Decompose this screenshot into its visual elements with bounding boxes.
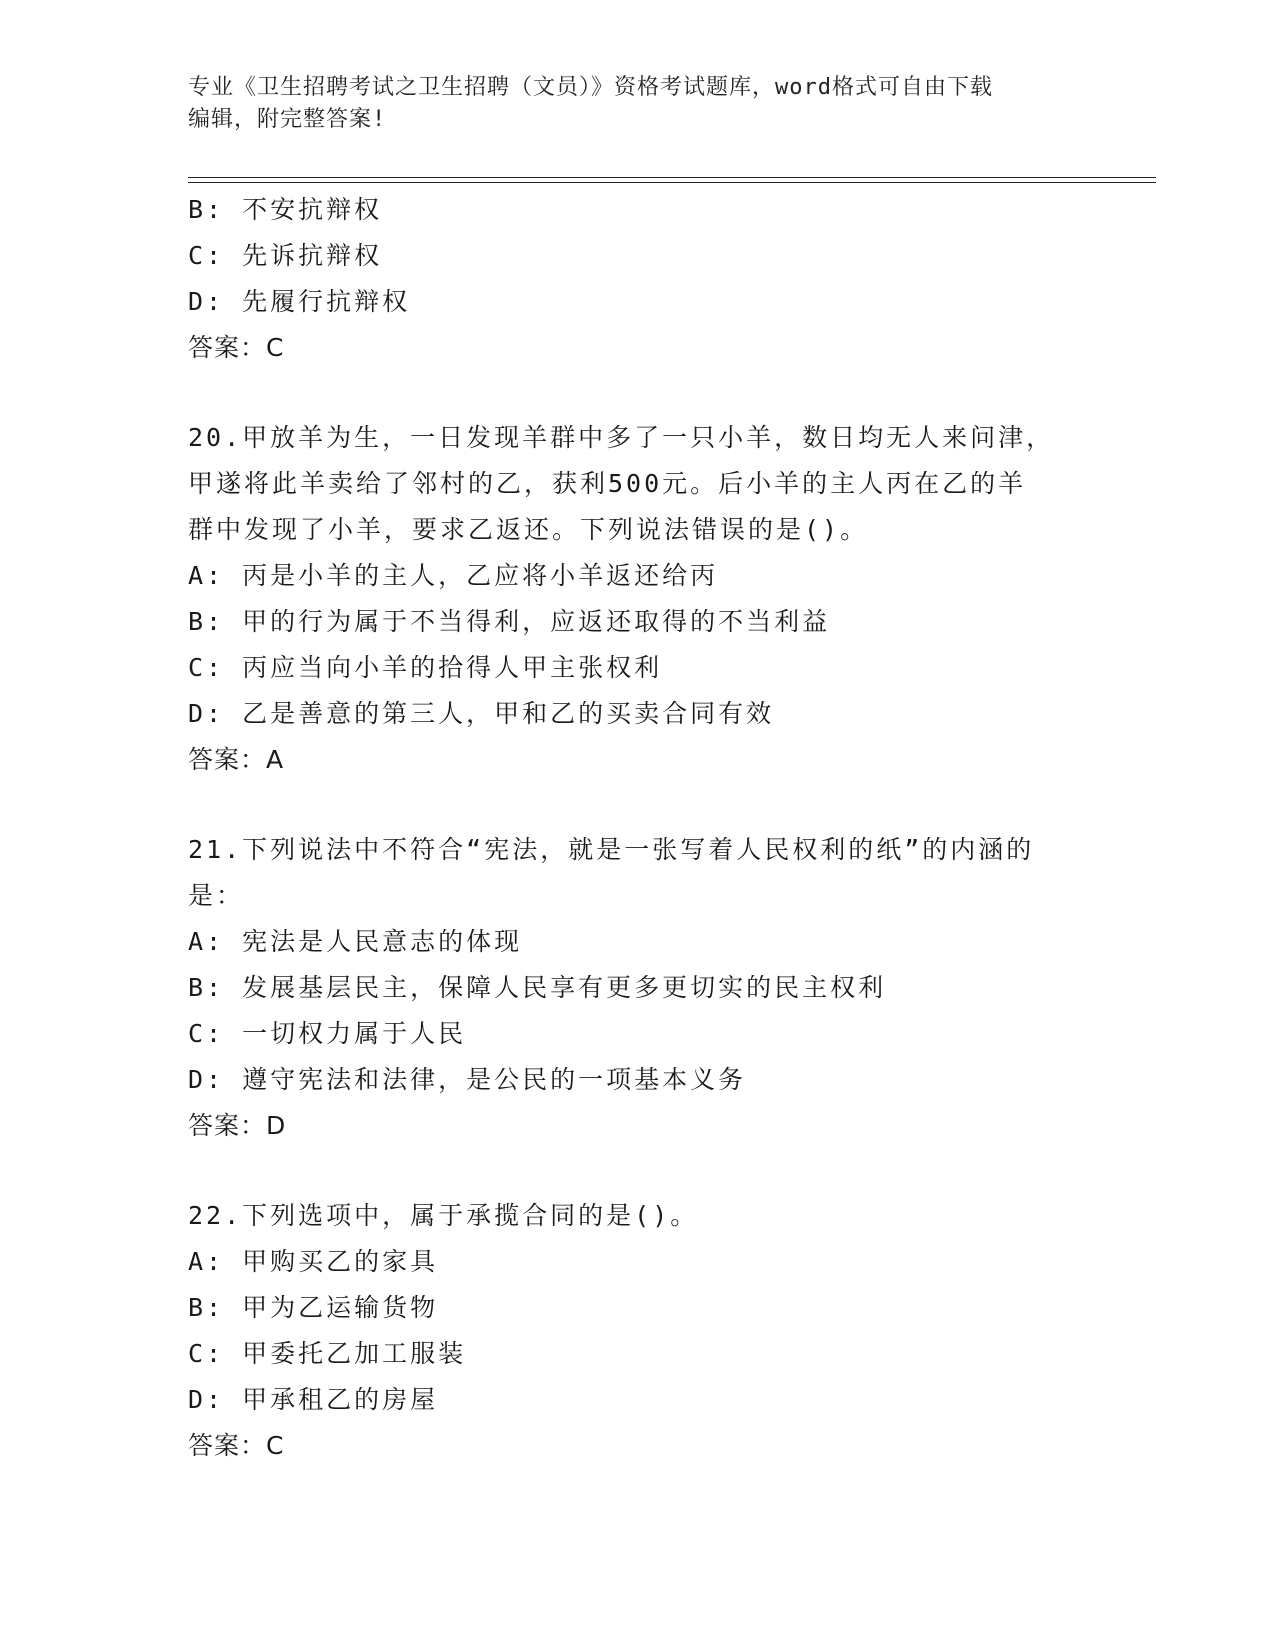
- answer-line: 答案：C: [188, 333, 285, 362]
- option-a: A: 甲购买乙的家具: [188, 1247, 439, 1276]
- option-c: C: 一切权力属于人民: [188, 1019, 467, 1048]
- question-stem-line: 群中发现了小羊，要求乙返还。下列说法错误的是()。: [188, 515, 869, 544]
- question-stem-line: 22.下列选项中，属于承揽合同的是()。: [188, 1201, 699, 1230]
- option-b: B: 发展基层民主，保障人民享有更多更切实的民主权利: [188, 973, 887, 1002]
- header-rule-top: [188, 177, 1156, 178]
- header-line-1: 专业《卫生招聘考试之卫生招聘（文员）》资格考试题库，word格式可自由下载: [188, 75, 993, 100]
- option-a: A: 丙是小羊的主人，乙应将小羊返还给丙: [188, 561, 719, 590]
- header-rule-bottom: [188, 182, 1156, 183]
- option-d: D: 先履行抗辩权: [188, 287, 411, 316]
- option-b: B: 甲为乙运输货物: [188, 1293, 439, 1322]
- answer-line: 答案：D: [188, 1111, 287, 1140]
- document-header: [188, 72, 1088, 136]
- question-22: [188, 1193, 1088, 1469]
- answer-line: 答案：A: [188, 745, 285, 774]
- header-line-2: 编辑，附完整答案!: [188, 107, 387, 132]
- question-stem-line: 甲遂将此羊卖给了邻村的乙，获利500元。后小羊的主人丙在乙的羊: [188, 469, 1027, 498]
- option-d: D: 甲承租乙的房屋: [188, 1385, 439, 1414]
- option-b: B: 不安抗辩权: [188, 195, 383, 224]
- carryover-question: [188, 187, 1088, 371]
- option-c: C: 先诉抗辩权: [188, 241, 383, 270]
- option-a: A: 宪法是人民意志的体现: [188, 927, 523, 956]
- option-c: C: 丙应当向小羊的拾得人甲主张权利: [188, 653, 663, 682]
- question-stem-line: 20.甲放羊为生，一日发现羊群中多了一只小羊，数日均无人来问津，: [188, 423, 1055, 452]
- option-c: C: 甲委托乙加工服装: [188, 1339, 467, 1368]
- question-content: [188, 187, 1088, 1469]
- option-d: D: 遵守宪法和法律，是公民的一项基本义务: [188, 1065, 747, 1094]
- question-stem-line: 21.下列说法中不符合“宪法，就是一张写着人民权利的纸”的内涵的: [188, 835, 1035, 864]
- question-21: [188, 827, 1088, 1149]
- option-b: B: 甲的行为属于不当得利，应返还取得的不当利益: [188, 607, 831, 636]
- option-d: D: 乙是善意的第三人，甲和乙的买卖合同有效: [188, 699, 775, 728]
- question-20: [188, 415, 1088, 783]
- question-stem-line: 是：: [188, 881, 245, 910]
- answer-line: 答案：C: [188, 1431, 285, 1460]
